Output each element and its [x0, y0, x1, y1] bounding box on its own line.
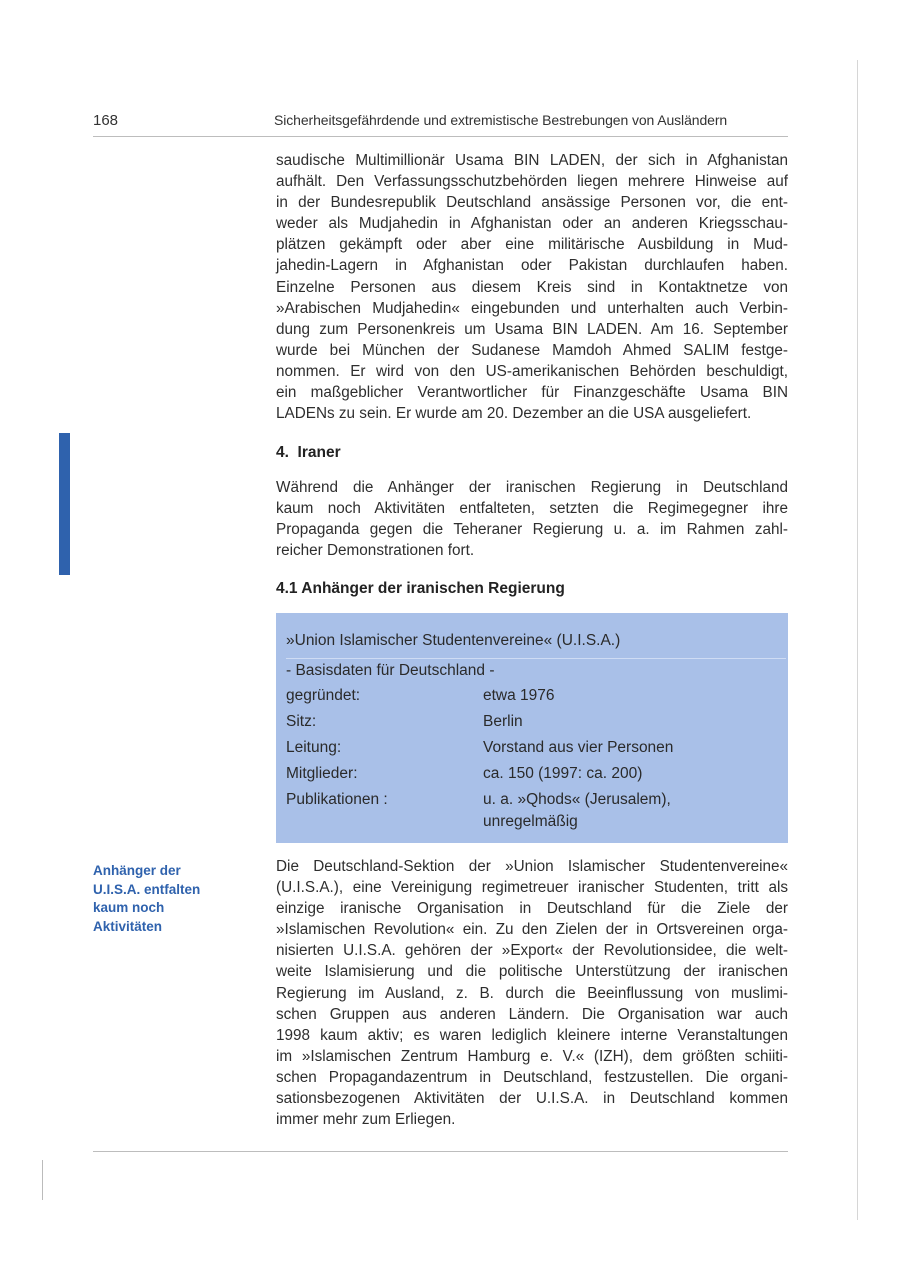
infobox-value-members: ca. 150 (1997: ca. 200): [483, 765, 643, 782]
paragraph-uisa: [276, 856, 788, 1130]
text-line: saudische Multimillionär Usama BIN LADEN, der sich in Afghanistan: [276, 152, 788, 169]
infobox-label-seat: Sitz:: [286, 713, 317, 730]
footer-divider: [93, 1151, 788, 1152]
text-line: 1998 kaum aktiv; es waren lediglich kleinere interne Veranstaltungen: [276, 1026, 788, 1044]
margin-note-line: kaum noch: [93, 900, 165, 915]
text-line: aufhält. Den Verfassungsschutzbehörden liegen mehrere Hinweise auf: [276, 173, 788, 191]
page-edge-right: [857, 60, 858, 1220]
infobox-label-members: Mitglieder:: [286, 765, 358, 782]
text-line: dung zum Personenkreis um Usama BIN LADEN. Am 16. September: [276, 320, 788, 338]
section-heading-4-1: 4.1 Anhänger der iranischen Regierung: [276, 580, 565, 597]
paragraph-bin-laden: [276, 150, 788, 424]
text-line: »Islamischen Revolution« ein. Zu den Zielen der in Ortsvereinen orga-: [276, 921, 788, 939]
text-line: weder als Mudjahedin in Afghanistan oder an anderen Kriegsschau-: [276, 215, 788, 233]
infobox-divider: [286, 658, 786, 659]
text-line: Einzelne Personen aus diesem Kreis sind in Kontaktnetze von: [276, 278, 788, 296]
margin-note-line: Aktivitäten: [93, 918, 163, 934]
infobox-label-publications: Publikationen :: [286, 791, 388, 808]
text-line: (U.I.S.A.), eine Vereinigung regimetreuer iranischer Studenten, tritt als: [276, 879, 788, 897]
section-marker-bar: [59, 433, 70, 575]
text-line: ein maßgeblicher Verantwortlicher für Finanzgeschäfte Usama BIN: [276, 384, 788, 402]
text-line: in der Bundesrepublik Deutschland ansässige Personen vor, die ent-: [276, 194, 788, 212]
page-header: [93, 110, 788, 137]
running-title: Sicherheitsgefährdende und extremistische Bestrebungen von Ausländern: [274, 112, 728, 128]
infobox-value-seat: Berlin: [483, 713, 523, 730]
text-line: »Arabischen Mudjahedin« eingebunden und unterhalten auch Verbin-: [276, 299, 788, 317]
text-line: weite Islamisierung und die politische Unterstützung der iranischen: [276, 963, 788, 981]
basisdaten-infobox: [276, 613, 788, 843]
margin-note: [93, 862, 233, 936]
infobox-subtitle: - Basisdaten für Deutschland -: [286, 662, 495, 679]
text-line: Während die Anhänger der iranischen Regierung in Deutschland: [276, 479, 788, 496]
page-number: 168: [93, 112, 119, 129]
margin-note-line: U.I.S.A. entfalten: [93, 881, 201, 897]
text-line: nommen. Er wird von den US-amerikanischen Behörden beschuldigt,: [276, 362, 788, 380]
text-line: Die Deutschland-Sektion der »Union Islamischer Studentenvereine«: [276, 858, 788, 875]
text-line: Propaganda gegen die Teheraner Regierung u. a. im Rahmen zahl-: [276, 521, 788, 539]
text-line: jahedin-Lagern in Afghanistan oder Pakistan durchlaufen haben.: [276, 257, 788, 275]
text-line: nisierten U.I.S.A. gehören der »Export« der Revolutionsidee, die welt-: [276, 942, 788, 960]
text-line: schen Propagandazentrum in Deutschland, festzustellen. Die organi-: [276, 1068, 788, 1086]
text-line: schen Gruppen aus anderen Ländern. Die Organisation war auch: [276, 1005, 788, 1023]
paragraph-iraner: [276, 477, 788, 561]
text-line: kaum noch Aktivitäten entfalteten, setzten die Regimegegner ihre: [276, 500, 788, 518]
section-heading-iraner: 4. Iraner: [276, 444, 341, 461]
text-line: immer mehr zum Erliegen.: [276, 1111, 456, 1129]
infobox-value-publications-cont: unregelmäßig: [483, 813, 578, 830]
text-line: Regierung im Ausland, z. B. durch die Beeinflussung von muslimi-: [276, 984, 788, 1002]
text-line: plätzen gekämpft oder aber eine militärische Ausbildung in Mud-: [276, 236, 788, 254]
infobox-value-leadership: Vorstand aus vier Personen: [483, 739, 674, 756]
text-line: wurde bei München der Sudanese Mamdoh Ahmed SALIM festge-: [276, 341, 788, 359]
text-line: einzige iranische Organisation in Deutschland für die Ziele der: [276, 900, 788, 918]
text-line: sationsbezogenen Aktivitäten der U.I.S.A. in Deutschland kommen: [276, 1090, 788, 1108]
infobox-label-founded: gegründet:: [286, 687, 361, 704]
infobox-value-publications: u. a. »Qhods« (Jerusalem),: [483, 791, 671, 808]
text-line: LADENs zu sein. Er wurde am 20. Dezember an die USA ausgeliefert.: [276, 405, 752, 423]
text-line: im »Islamischen Zentrum Hamburg e. V.« (IZH), dem größten schiiti-: [276, 1047, 788, 1065]
text-line: reicher Demonstrationen fort.: [276, 542, 475, 560]
infobox-title: »Union Islamischer Studentenvereine« (U.I.S.A.): [286, 632, 621, 649]
page-edge-left: [42, 1160, 43, 1200]
infobox-label-leadership: Leitung:: [286, 739, 342, 756]
infobox-value-founded: etwa 1976: [483, 687, 555, 704]
margin-note-line: Anhänger der: [93, 863, 181, 878]
